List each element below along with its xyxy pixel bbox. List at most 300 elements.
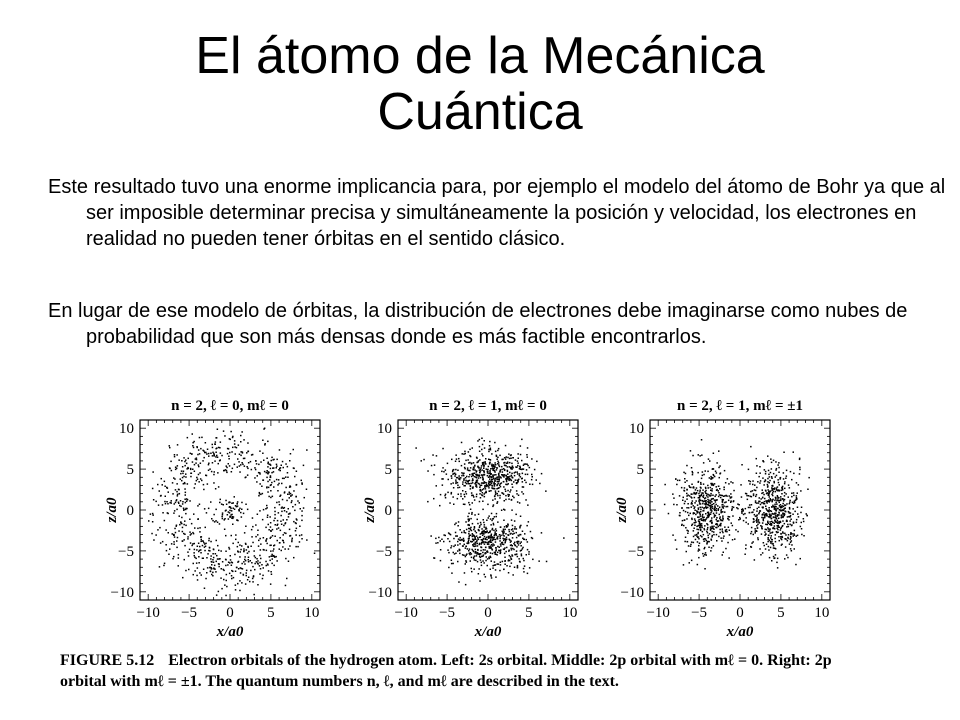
electron-dot [776,518,778,520]
electron-dot [250,560,252,562]
electron-dot [238,444,240,446]
electron-dot [723,499,725,501]
electron-dot [483,474,485,476]
electron-dot [463,541,465,543]
electron-dot [679,512,681,514]
electron-dot [241,582,243,584]
electron-dot [176,491,178,493]
electron-dot [705,490,707,492]
electron-dot [262,519,264,521]
electron-dot [162,484,164,486]
electron-dot [492,518,494,520]
y-tick-label: 10 [629,421,644,438]
electron-dot [722,554,724,556]
electron-dot [479,556,481,558]
electron-dot [706,554,708,556]
electron-dot [192,532,194,534]
electron-dot [694,493,696,495]
electron-dot [789,501,791,503]
electron-dot [451,477,453,479]
electron-dot [246,572,248,574]
electron-dot [477,537,479,539]
electron-dot [719,516,721,518]
electron-dot [225,551,227,553]
electron-dot [512,486,514,488]
electron-dot [489,471,491,473]
electron-dot [211,518,213,520]
electron-dot [517,465,519,467]
electron-dot [192,469,194,471]
electron-dot [179,515,181,517]
electron-dot [191,545,193,547]
electron-dot [801,528,803,530]
electron-dot [201,480,203,482]
electron-dot [689,495,691,497]
electron-dot [483,468,485,470]
electron-dot [195,458,197,460]
electron-dot [513,497,515,499]
electron-dot [470,509,472,511]
electron-dot [519,526,521,528]
electron-dot [529,467,531,469]
electron-dot [170,461,172,463]
electron-dot [504,557,506,559]
electron-dot [284,507,286,509]
electron-dot [778,472,780,474]
electron-dot [526,539,528,541]
electron-dot [168,554,170,556]
electron-dot [752,490,754,492]
electron-dot [478,539,480,541]
electron-dot [711,517,713,519]
electron-dot [725,482,727,484]
electron-dot [797,492,799,494]
electron-dot [703,519,705,521]
electron-dot [682,520,684,522]
electron-dot [511,473,513,475]
electron-dot [790,519,792,521]
electron-dot [473,529,475,531]
electron-dot [285,476,287,478]
electron-dot [186,463,188,465]
electron-dot [241,431,243,433]
electron-dot [290,493,292,495]
electron-dot [698,516,700,518]
electron-dot [718,520,720,522]
electron-dot [707,499,709,501]
electron-dot [508,479,510,481]
electron-dot [722,520,724,522]
electron-dot [271,482,273,484]
electron-dot [699,497,701,499]
electron-dot [165,529,167,531]
electron-dot [791,496,793,498]
electron-dot [451,493,453,495]
electron-dot [200,552,202,554]
electron-dot [718,467,720,469]
title-line-2: Cuántica [377,83,583,141]
electron-dot [213,514,215,516]
electron-dot [473,551,475,553]
electron-dot [712,535,714,537]
electron-dot [177,465,179,467]
electron-dot [234,464,236,466]
electron-dot [758,507,760,509]
electron-dot [755,496,757,498]
electron-dot [732,539,734,541]
electron-dot [266,458,268,460]
electron-dot [689,562,691,564]
electron-dot [700,495,702,497]
electron-dot [706,503,708,505]
electron-dot [485,539,487,541]
electron-dot [779,540,781,542]
electron-dot [217,457,219,459]
electron-dot [688,507,690,509]
electron-dot [218,550,220,552]
electron-dot [495,539,497,541]
electron-dot [230,555,232,557]
electron-dot [494,516,496,518]
electron-dot [187,499,189,501]
electron-dot [759,548,761,550]
electron-dot [695,489,697,491]
electron-dot [713,531,715,533]
electron-dot [759,510,761,512]
electron-dot [259,538,261,540]
electron-dot [756,519,758,521]
electron-dot [210,555,212,557]
electron-dot [718,492,720,494]
electron-dot [231,510,233,512]
electron-dot [241,563,243,565]
electron-dot [740,518,742,520]
electron-dot [451,545,453,547]
electron-dot [786,520,788,522]
electron-dot [503,540,505,542]
electron-dot [521,469,523,471]
electron-dot [498,462,500,464]
electron-dot [518,558,520,560]
electron-dot [504,469,506,471]
electron-dot [796,519,798,521]
electron-dot [485,458,487,460]
electron-dot [490,569,492,571]
y-tick-label: −5 [628,543,644,560]
electron-dot [483,562,485,564]
electron-dot [190,453,192,455]
electron-dot [710,514,712,516]
electron-dot [777,464,779,466]
electron-dot [732,515,734,517]
electron-dot [476,477,478,479]
electron-dot [776,500,778,502]
electron-dot [703,508,705,510]
electron-dot [758,476,760,478]
electron-dot [468,536,470,538]
electron-dot [189,549,191,551]
electron-dot [474,469,476,471]
electron-dot [789,508,791,510]
electron-dot [179,524,181,526]
electron-dot [205,452,207,454]
electron-dot [465,460,467,462]
electron-dot [693,536,695,538]
electron-dot [707,512,709,514]
electron-dot [207,483,209,485]
electron-dot [265,561,267,563]
electron-dot [247,451,249,453]
electron-dot [496,530,498,532]
electron-dot [172,482,174,484]
electron-dot [679,480,681,482]
electron-dot [801,522,803,524]
electron-dot [524,480,526,482]
electron-dot [755,490,757,492]
electron-dot [187,551,189,553]
electron-dot [271,555,273,557]
electron-dot [212,553,214,555]
electron-dot [260,494,262,496]
electron-dot [465,491,467,493]
electron-dot [490,468,492,470]
electron-dot [710,529,712,531]
electron-dot [439,505,441,507]
electron-dot [487,475,489,477]
electron-dot [485,552,487,554]
figure-caption [60,650,840,692]
electron-dot [745,548,747,550]
electron-dot [751,546,753,548]
electron-dot [174,536,176,538]
electron-dot [214,471,216,473]
electron-dot [475,486,477,488]
electron-dot [676,504,678,506]
electron-dot [696,534,698,536]
electron-dot [290,495,292,497]
electron-dot [479,580,481,582]
electron-dot [262,493,264,495]
electron-dot [771,485,773,487]
electron-dot [471,557,473,559]
electron-dot [493,530,495,532]
electron-dot [700,511,702,513]
electron-dot [768,470,770,472]
electron-dot [519,561,521,563]
electron-dot [218,558,220,560]
electron-dot [266,505,268,507]
electron-dot [200,478,202,480]
electron-dot [488,517,490,519]
electron-dot [245,504,247,506]
electron-dot [494,442,496,444]
electron-dot [769,539,771,541]
electron-dot [505,533,507,535]
electron-dot [183,508,185,510]
electron-dot [498,488,500,490]
electron-dot [791,493,793,495]
electron-dot [769,530,771,532]
electron-dot [231,471,233,473]
electron-dot [247,546,249,548]
electron-dot [270,497,272,499]
electron-dot [480,497,482,499]
electron-dot [695,539,697,541]
electron-dot [767,481,769,483]
y-tick-label: 5 [636,462,644,479]
electron-dot [470,485,472,487]
electron-dot [782,488,784,490]
electron-dot [457,525,459,527]
electron-dot [806,513,808,515]
electron-dot [290,486,292,488]
electron-dot [284,491,286,493]
electron-dot [791,544,793,546]
electron-dot [236,519,238,521]
electron-dot [293,449,295,451]
electron-dot [199,550,201,552]
electron-dot [500,526,502,528]
electron-dot [694,510,696,512]
electron-dot [457,485,459,487]
electron-dot [732,525,734,527]
electron-dot [499,540,501,542]
electron-dot [509,472,511,474]
electron-dot [314,553,316,555]
electron-dot [757,524,759,526]
electron-dot [498,491,500,493]
electron-dot [675,478,677,480]
electron-dot [262,575,264,577]
electron-dot [483,538,485,540]
electron-dot [299,535,301,537]
electron-dot [239,454,241,456]
electron-dot [499,466,501,468]
electron-dot [784,499,786,501]
electron-dot [767,484,769,486]
electron-dot [512,496,514,498]
electron-dot [247,552,249,554]
electron-dot [748,507,750,509]
electron-dot [525,482,527,484]
electron-dot [711,477,713,479]
x-axis-label: x/a0 [726,624,754,640]
electron-dot [683,510,685,512]
electron-dot [207,449,209,451]
electron-dot [688,485,690,487]
electron-dot [772,492,774,494]
electron-dot [491,513,493,515]
electron-dot [212,575,214,577]
electron-dot [478,514,480,516]
electron-dot [173,544,175,546]
electron-dot [490,540,492,542]
electron-dot [786,475,788,477]
electron-dot [771,511,773,513]
electron-dot [494,495,496,497]
electron-dot [532,559,534,561]
electron-dot [713,529,715,531]
electron-dot [718,509,720,511]
electron-dot [188,458,190,460]
electron-dot [705,519,707,521]
electron-dot [495,492,497,494]
orbital-figure [60,392,900,642]
electron-dot [171,500,173,502]
electron-dot [173,534,175,536]
electron-dot [447,463,449,465]
electron-dot [438,537,440,539]
electron-dot [761,517,763,519]
electron-dot [272,467,274,469]
electron-dot [178,489,180,491]
electron-dot [486,485,488,487]
electron-dot [185,509,187,511]
electron-dot [463,485,465,487]
electron-dot [765,480,767,482]
electron-dot [792,508,794,510]
electron-dot [798,484,800,486]
electron-dot [710,550,712,552]
electron-dot [691,484,693,486]
electron-dot [492,481,494,483]
electron-dot [240,549,242,551]
electron-dot [480,559,482,561]
electron-dot [255,460,257,462]
electron-dot [713,485,715,487]
electron-dot [479,483,481,485]
electron-dot [231,503,233,505]
electron-dot [451,563,453,565]
electron-dot [220,499,222,501]
electron-dot [722,507,724,509]
electron-dot [283,534,285,536]
electron-dot [267,491,269,493]
electron-dot [769,500,771,502]
electron-dot [529,567,531,569]
electron-dot [715,471,717,473]
electron-dot [493,470,495,472]
electron-dot [217,472,219,474]
electron-dot [454,553,456,555]
electron-dot [244,532,246,534]
electron-dot [473,535,475,537]
electron-dot [481,547,483,549]
electron-dot [511,509,513,511]
electron-dot [474,543,476,545]
electron-dot [196,477,198,479]
electron-dot [278,512,280,514]
electron-dot [512,528,514,530]
electron-dot [224,519,226,521]
electron-dot [225,535,227,537]
y-tick-label: −5 [118,543,134,560]
electron-dot [700,515,702,517]
electron-dot [489,470,491,472]
electron-dot [285,558,287,560]
electron-dot [488,481,490,483]
electron-dot [433,557,435,559]
electron-dot [794,530,796,532]
electron-dot [482,531,484,533]
electron-dot [786,470,788,472]
electron-dot [257,475,259,477]
electron-dot [458,475,460,477]
electron-dot [799,473,801,475]
electron-dot [261,564,263,566]
electron-dot [427,501,429,503]
electron-dot [775,513,777,515]
